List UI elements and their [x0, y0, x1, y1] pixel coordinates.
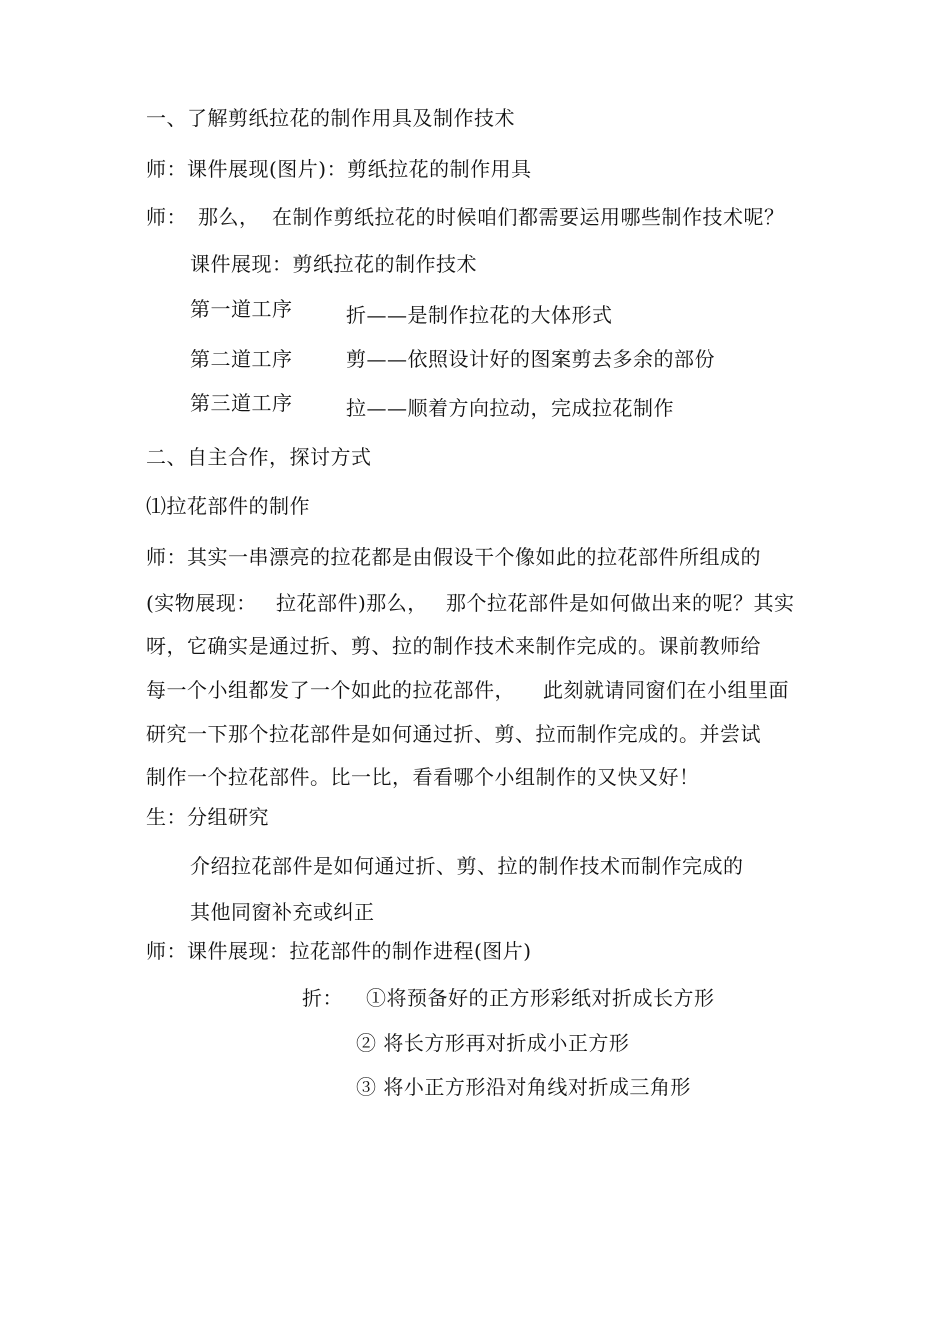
paragraph-line-2a: (实物展现： — [146, 591, 257, 615]
student-line-group-study: 生：分组研究 — [146, 805, 269, 829]
step-2-label: 第二道工序 — [190, 347, 293, 371]
paragraph-line-3: 呀，它确实是通过折、剪、拉的制作技术来制作完成的。课前教师给 — [146, 634, 761, 658]
teacher-line-process: 师：课件展现：拉花部件的制作进程(图片) — [146, 939, 532, 963]
step-2-text: 剪——依照设计好的图案剪去多余的部份 — [346, 347, 715, 371]
student-line-supplement: 其他同窗补充或纠正 — [190, 900, 375, 924]
fold-step-3: ③ 将小正方形沿对角线对折成三角形 — [356, 1075, 691, 1099]
paragraph-line-1: 师：其实一串漂亮的拉花都是由假设干个像如此的拉花部件所组成的 — [146, 545, 761, 569]
paragraph-line-6: 制作一个拉花部件。比一比，看看哪个小组制作的又快又好！ — [146, 765, 700, 789]
paragraph-line-2b: 拉花部件)那么， — [276, 591, 428, 615]
step-3-text: 拉——顺着方向拉动，完成拉花制作 — [346, 396, 674, 420]
paragraph-line-5: 研究一下那个拉花部件是如何通过折、剪、拉而制作完成的。并尝试 — [146, 722, 761, 746]
step-1-text: 折——是制作拉花的大体形式 — [346, 303, 613, 327]
subsection-heading-1: ⑴拉花部件的制作 — [146, 494, 310, 518]
teacher-speaker-label: 师： — [146, 205, 187, 229]
section-heading-1: 一、了解剪纸拉花的制作用具及制作技术 — [146, 106, 515, 130]
paragraph-line-2c: 那个拉花部件是如何做出来的呢？其实 — [446, 591, 795, 615]
fold-label: 折： — [302, 986, 343, 1010]
fold-step-2: ② 将长方形再对折成小正方形 — [356, 1031, 630, 1055]
teacher-question-part-b: 在制作剪纸拉花的时候咱们都需要运用哪些制作技术呢？ — [272, 205, 785, 229]
step-1-label: 第一道工序 — [190, 297, 293, 321]
courseware-techniques-line: 课件展现：剪纸拉花的制作技术 — [190, 252, 477, 276]
paragraph-line-4a: 每一个小组都发了一个如此的拉花部件， — [146, 678, 515, 702]
fold-step-1: ①将预备好的正方形彩纸对折成长方形 — [366, 986, 715, 1010]
teacher-question-part-a: 那么， — [198, 205, 260, 229]
paragraph-line-4b: 此刻就请同窗们在小组里面 — [543, 678, 789, 702]
teacher-line-tools: 师：课件展现(图片)：剪纸拉花的制作用具 — [146, 157, 532, 181]
step-3-label: 第三道工序 — [190, 391, 293, 415]
student-line-introduce: 介绍拉花部件是如何通过折、剪、拉的制作技术而制作完成的 — [190, 854, 744, 878]
section-heading-2: 二、自主合作，探讨方式 — [146, 445, 372, 469]
